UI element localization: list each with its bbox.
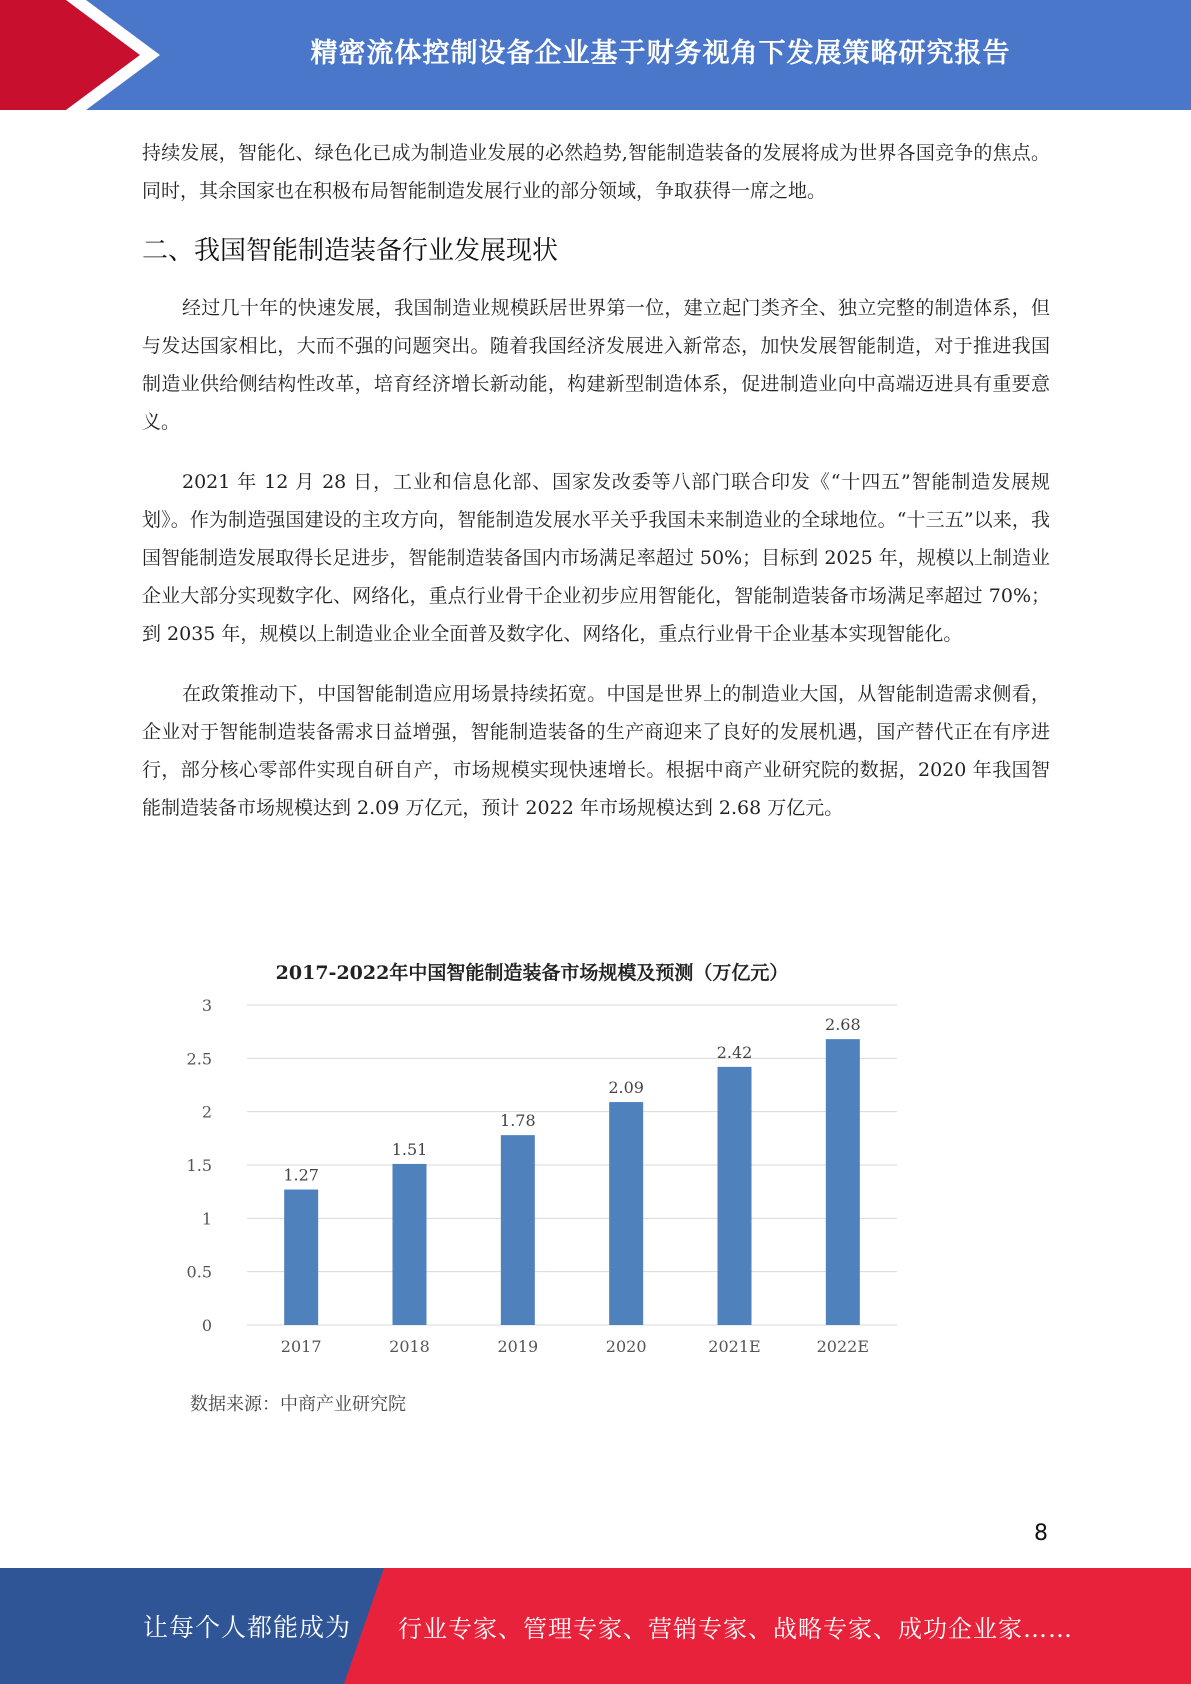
data-label: 2.42	[716, 1042, 753, 1062]
section-heading: 二、我国智能制造装备行业发展现状	[142, 236, 559, 266]
bar	[609, 1102, 643, 1325]
footer-slogan-left: 让每个人都能成为	[143, 1613, 352, 1642]
paragraph-4: 在政策推动下，中国智能制造应用场景持续拓宽。中国是世界上的制造业大国，从智能制造需求侧看，企业对于智能制造装备需求日益增强，智能制造装备的生产商迎来了良好的发展机遇，国产替代正在有序进行，部分核心零部件实现自研自产，市场规模实现快速增长。根据中商产业研究院的数据，2020 年我国智能制造装备市场规模达到 2.09 万亿元，预计 2022 年市场规模达到 2.68 万亿元。	[142, 683, 1050, 819]
y-tick-label: 2	[201, 1102, 212, 1122]
data-label: 2.68	[825, 1015, 861, 1035]
x-tick-label: 2018	[389, 1337, 430, 1356]
bar	[393, 1164, 427, 1325]
x-tick-label: 2021E	[708, 1337, 761, 1356]
x-tick-label: 2020	[605, 1337, 647, 1356]
data-label: 2.09	[608, 1078, 644, 1098]
bar	[284, 1190, 318, 1325]
report-title: 精密流体控制设备企业基于财务视角下发展策略研究报告	[310, 37, 1011, 69]
page-footer	[0, 1568, 1191, 1684]
x-tick-label: 2017	[280, 1337, 322, 1356]
data-label: 1.51	[391, 1139, 428, 1159]
bar-chart-canvas	[142, 985, 922, 1375]
y-tick-label: 2.5	[186, 1049, 212, 1069]
bar	[501, 1135, 535, 1325]
bar	[718, 1067, 752, 1325]
data-label: 1.78	[500, 1111, 536, 1131]
document-body	[142, 134, 1050, 827]
bar	[826, 1039, 860, 1325]
x-tick-label: 2022E	[816, 1337, 870, 1356]
y-tick-label: 3	[201, 996, 212, 1015]
x-tick-label: 2019	[497, 1337, 539, 1356]
paragraph-2: 经过几十年的快速发展，我国制造业规模跃居世界第一位，建立起门类齐全、独立完整的制造体系，但与发达国家相比，大而不强的问题突出。随着我国经济发展进入新常态，加快发展智能制造，对于推进我国制造业供给侧结构性改革，培育经济增长新动能，构建新型制造体系，促进制造业向中高端迈进具有重要意义。	[142, 297, 1050, 433]
y-tick-label: 0	[201, 1316, 212, 1335]
y-tick-label: 0.5	[186, 1262, 212, 1282]
chart-source-note: 数据来源：中商产业研究院	[190, 1394, 406, 1415]
data-label: 1.27	[283, 1165, 319, 1185]
y-tick-label: 1	[201, 1209, 212, 1229]
page-number: 8	[1034, 1521, 1048, 1546]
paragraph-3: 2021 年 12 月 28 日，工业和信息化部、国家发改委等八部门联合印发《“十四五”智能制造发展规划》。作为制造强国建设的主攻方向，智能制造发展水平关乎我国未来制造业的全球地位。“十三五”以来，我国智能制造发展取得长足进步，智能制造装备国内市场满足率超过 50%；目标到 2025 年，规模以上制造业企业大部分实现数字化、网络化，重点行业骨干企业初步应用智能化，智能制造装备市场满足率超过 70%；到 2035 年，规模以上制造业企业全面普及数字化、网络化，重点行业骨干企业基本实现智能化。	[142, 471, 1050, 645]
chart-title: 2017-2022年中国智能制造装备市场规模及预测（万亿元）	[275, 962, 789, 984]
y-tick-label: 1.5	[186, 1156, 212, 1175]
footer-slogan-right: 行业专家、管理专家、营销专家、战略专家、成功企业家……	[398, 1614, 1073, 1643]
paragraph-1: 持续发展，智能化、绿色化已成为制造业发展的必然趋势,智能制造装备的发展将成为世界各国竞争的焦点。同时，其余国家也在积极布局智能制造发展行业的部分领域，争取获得一席之地。	[142, 142, 1050, 202]
page-header	[0, 0, 1191, 110]
market-size-chart	[142, 945, 1050, 1420]
